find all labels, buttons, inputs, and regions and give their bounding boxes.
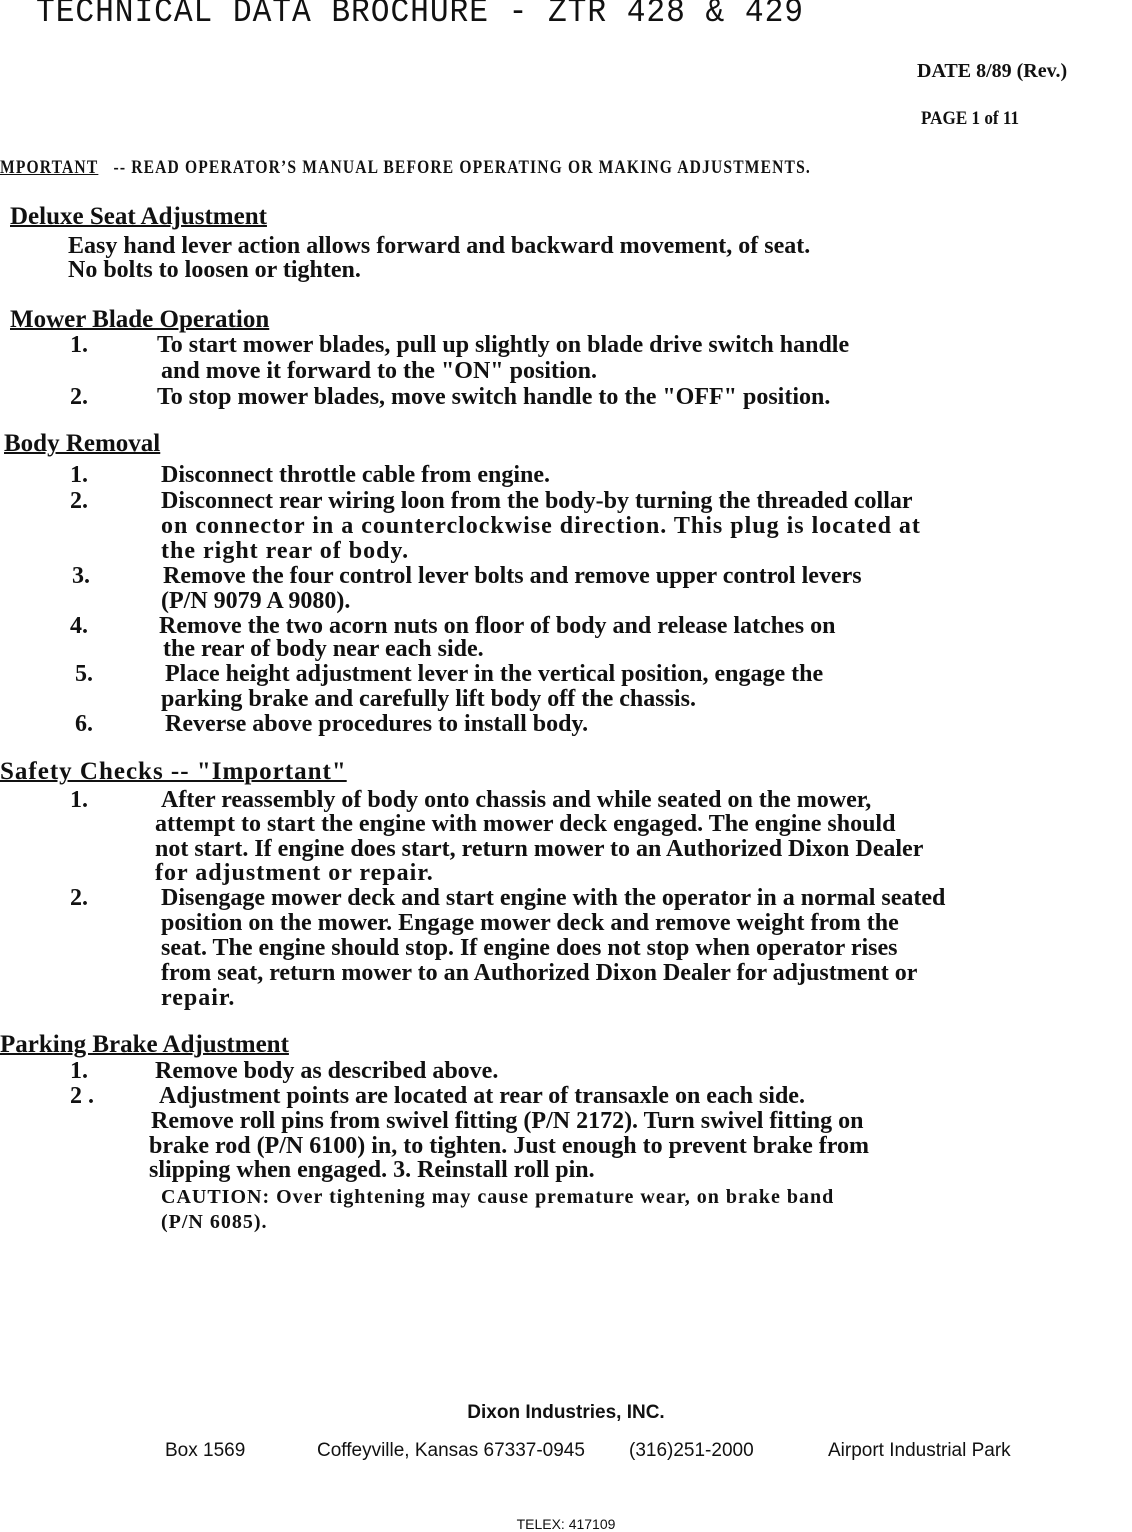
body-removal-heading: Body Removal — [4, 430, 161, 457]
blade-item-2-number: 2. — [70, 384, 88, 410]
brake-number-2: 2 . — [70, 1083, 94, 1109]
body-removal-number-4: 4. — [70, 613, 88, 639]
safety-item-2-line-3: seat. The engine should stop. If engine does not stop when operator rises — [161, 935, 898, 961]
page-number: PAGE 1 of 11 — [921, 108, 1020, 129]
document-title: TECHNICAL DATA BROCHURE - ZTR 428 & 429 — [36, 0, 804, 32]
body-removal-item-6-line-1: Reverse above procedures to install body. — [165, 711, 589, 737]
important-label: MPORTANT — [0, 157, 99, 178]
phone-number: (316)251-2000 — [629, 1440, 754, 1461]
brake-caution-line-1: CAUTION: Over tightening may cause premature wear, on brake band — [161, 1186, 835, 1208]
blade-item-1-line-2: and move it forward to the "ON" position. — [161, 358, 597, 384]
safety-number-2: 2. — [70, 885, 88, 911]
safety-item-1-line-3: not start. If engine does start, return mower to an Authorized Dixon Dealer — [155, 836, 924, 862]
body-removal-item-2-line-2: on connector in a counterclockwise direction. This plug is located at — [161, 513, 921, 539]
safety-item-1-line-1: After reassembly of body onto chassis and while seated on the mower, — [161, 787, 872, 813]
important-text: -- READ OPERATOR’S MANUAL BEFORE OPERATING OR MAKING ADJUSTMENTS. — [113, 157, 811, 178]
safety-number-1: 1. — [70, 787, 88, 813]
po-box: Box 1569 — [165, 1440, 246, 1461]
body-removal-item-4-line-1: Remove the two acorn nuts on floor of body and release latches on — [159, 613, 836, 639]
seat-line-2: No bolts to loosen or tighten. — [68, 257, 361, 283]
telex-number: TELEX: 417109 — [516, 1516, 616, 1532]
body-removal-item-3-line-2: (P/N 9079 A 9080). — [161, 588, 351, 614]
safety-item-1-line-2: attempt to start the engine with mower deck engaged. The engine should — [155, 811, 896, 837]
body-removal-number-6: 6. — [75, 711, 93, 737]
date-label: DATE 8/89 (Rev.) — [917, 60, 1068, 82]
brake-item-2-line-4: slipping when engaged. 3. Reinstall roll pin. — [149, 1157, 595, 1183]
body-removal-item-3-line-1: Remove the four control lever bolts and remove upper control levers — [163, 563, 862, 589]
body-removal-number-5: 5. — [75, 661, 93, 687]
safety-item-2-line-4: from seat, return mower to an Authorized Dixon Dealer for adjustment or — [161, 960, 918, 986]
blade-item-1-line-1: To start mower blades, pull up slightly on blade drive switch handle — [157, 332, 850, 358]
brake-heading: Parking Brake Adjustment — [0, 1031, 289, 1058]
company-name: Dixon Industries, INC. — [467, 1402, 665, 1423]
important-notice — [0, 157, 811, 179]
body-removal-item-1: Disconnect throttle cable from engine. — [161, 462, 551, 488]
body-removal-number-1: 1. — [70, 462, 88, 488]
seat-heading: Deluxe Seat Adjustment — [10, 203, 267, 230]
body-removal-number-2: 2. — [70, 488, 88, 514]
brake-number-1: 1. — [70, 1058, 88, 1084]
park-name: Airport Industrial Park — [828, 1440, 1011, 1461]
safety-item-2-line-1: Disengage mower deck and start engine with the operator in a normal seated — [161, 885, 946, 911]
city-address: Coffeyville, Kansas 67337-0945 — [317, 1440, 585, 1461]
brake-item-1-line-1: Remove body as described above. — [155, 1058, 499, 1084]
safety-item-1-line-4: for adjustment or repair. — [155, 860, 434, 886]
seat-line-1: Easy hand lever action allows forward and backward movement, of seat. — [68, 233, 811, 259]
brake-item-2-line-2: Remove roll pins from swivel fitting (P/N 2172). Turn swivel fitting on — [151, 1108, 864, 1134]
body-removal-item-5-line-2: parking brake and carefully lift body off the chassis. — [161, 686, 696, 712]
body-removal-item-5-line-1: Place height adjustment lever in the vertical position, engage the — [165, 661, 824, 687]
brake-caution-line-2: (P/N 6085). — [161, 1211, 268, 1233]
body-removal-item-2-line-1: Disconnect rear wiring loon from the body-by turning the threaded collar — [161, 488, 913, 514]
safety-item-2-line-5: repair. — [161, 985, 236, 1011]
blade-item-1-number: 1. — [70, 332, 88, 358]
brake-item-2-line-3: brake rod (P/N 6100) in, to tighten. Just enough to prevent brake from — [149, 1133, 869, 1159]
body-removal-item-2-line-3: the right rear of body. — [161, 538, 410, 564]
body-removal-number-3: 3. — [72, 563, 90, 589]
safety-item-2-line-2: position on the mower. Engage mower deck and remove weight from the — [161, 910, 899, 936]
safety-heading: Safety Checks -- "Important" — [0, 758, 347, 785]
body-removal-item-4-line-2: the rear of body near each side. — [163, 636, 484, 662]
blade-item-2-line-1: To stop mower blades, move switch handle to the "OFF" position. — [157, 384, 831, 410]
blade-heading: Mower Blade Operation — [10, 306, 270, 333]
brake-item-2-line-1: Adjustment points are located at rear of transaxle on each side. — [159, 1083, 805, 1109]
